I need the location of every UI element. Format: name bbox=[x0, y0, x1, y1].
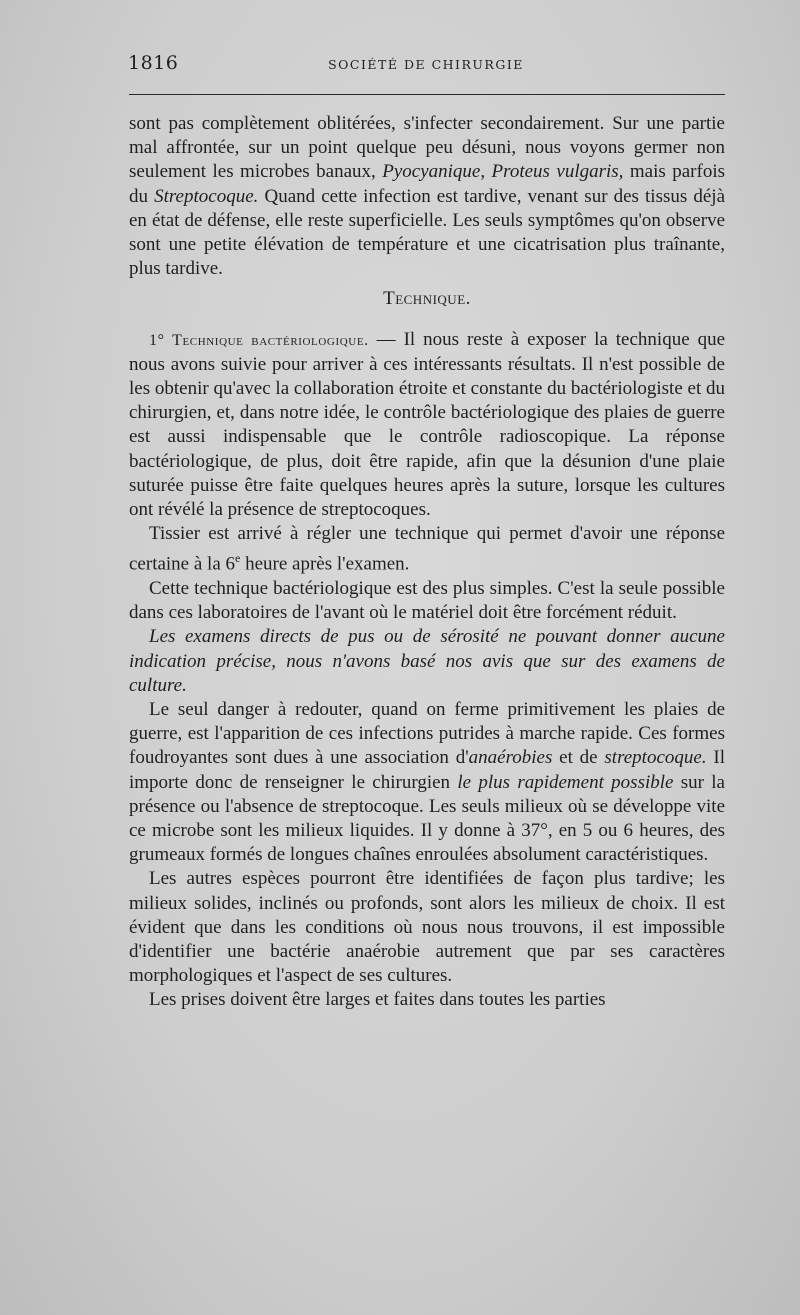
subsection-lead: 1° Technique bactériologique. bbox=[149, 331, 369, 349]
page-header bbox=[128, 52, 724, 78]
paragraph-3: Tissier est arrivé à régler une technique qui permet d'avoir une réponse certaine à la 6e heure après l'examen. bbox=[129, 523, 725, 575]
paragraph-8: Les prises doivent être larges et faites dans toutes les parties bbox=[149, 989, 606, 1011]
paragraph-4: Cette technique bactériologique est des plus simples. C'est la seule possible dans ces laboratoires de l'avant où le matériel doit être forcément réduit. bbox=[129, 577, 725, 624]
header-rule bbox=[129, 94, 725, 95]
running-head: SOCIÉTÉ DE CHIRURGIE bbox=[328, 57, 524, 72]
paragraph-7: Les autres espèces pourront être identifiées de façon plus tardive; les milieux solides, inclinés ou profonds, sont alors les milieux de choix. Il est évident que dans les conditions où nous nous trouvons, il est impossible d'identifier une bactérie anaérobie autrement que par ses caractères morphologiques et l'aspect de ses cultures. bbox=[129, 868, 725, 987]
paragraph-2: 1° Technique bactériologique. — Il nous reste à exposer la technique que nous avons suivie pour arriver à ces intéressants résultats. Il n'est possible de les obtenir qu'avec la collaboration étroite et constante du bactériologiste et du chirurgien, et, dans notre idée, le contrôle bactériologique des plaies de guerre est aussi indispensable que le contrôle radioscopique. La réponse bactériologique, de plus, doit être rapide, afin que la désunion d'une plaie suturée puisse être faite quelques heures après la suture, lorsque les cultures ont révélé la présence de streptocoques. bbox=[129, 328, 725, 521]
section-title: Technique. bbox=[383, 288, 471, 310]
paragraph-6: Le seul danger à redouter, quand on ferme primitivement les plaies de guerre, est l'apparition de ces infections putrides à marche rapide. Ces formes foudroyantes sont dues à une association d'anaérobies et de streptocoque. Il importe donc de renseigner le chirurgien le plus rapidement possible sur la présence ou l'absence de streptocoque. Les seuls milieux où se développe vite ce microbe sont les milieux liquides. Il y donne à 37°, en 5 ou 6 heures, des grumeaux formés de longues chaînes enroulées absolument caractéristiques. bbox=[129, 699, 725, 866]
paragraph-5: Les examens directs de pus ou de sérosité ne pouvant donner aucune indication précise, nous n'avons basé nos avis que sur des examens de culture. bbox=[129, 626, 725, 696]
page-number: 1816 bbox=[128, 52, 179, 74]
paragraph-1: sont pas complètement oblitérées, s'infecter secondairement. Sur une partie mal affrontée, sur un point quelque peu désuni, nous voyons germer non seulement les microbes banaux, Pyocyanique, Proteus vulgaris, mais parfois du Streptocoque. Quand cette infection est tardive, venant sur des tissus déjà en état de défense, elle reste superficielle. Les seuls symptômes qu'on observe sont une petite élévation de température et une cicatrisation plus traînante, plus tardive. bbox=[129, 113, 725, 280]
body-text bbox=[129, 112, 725, 1013]
